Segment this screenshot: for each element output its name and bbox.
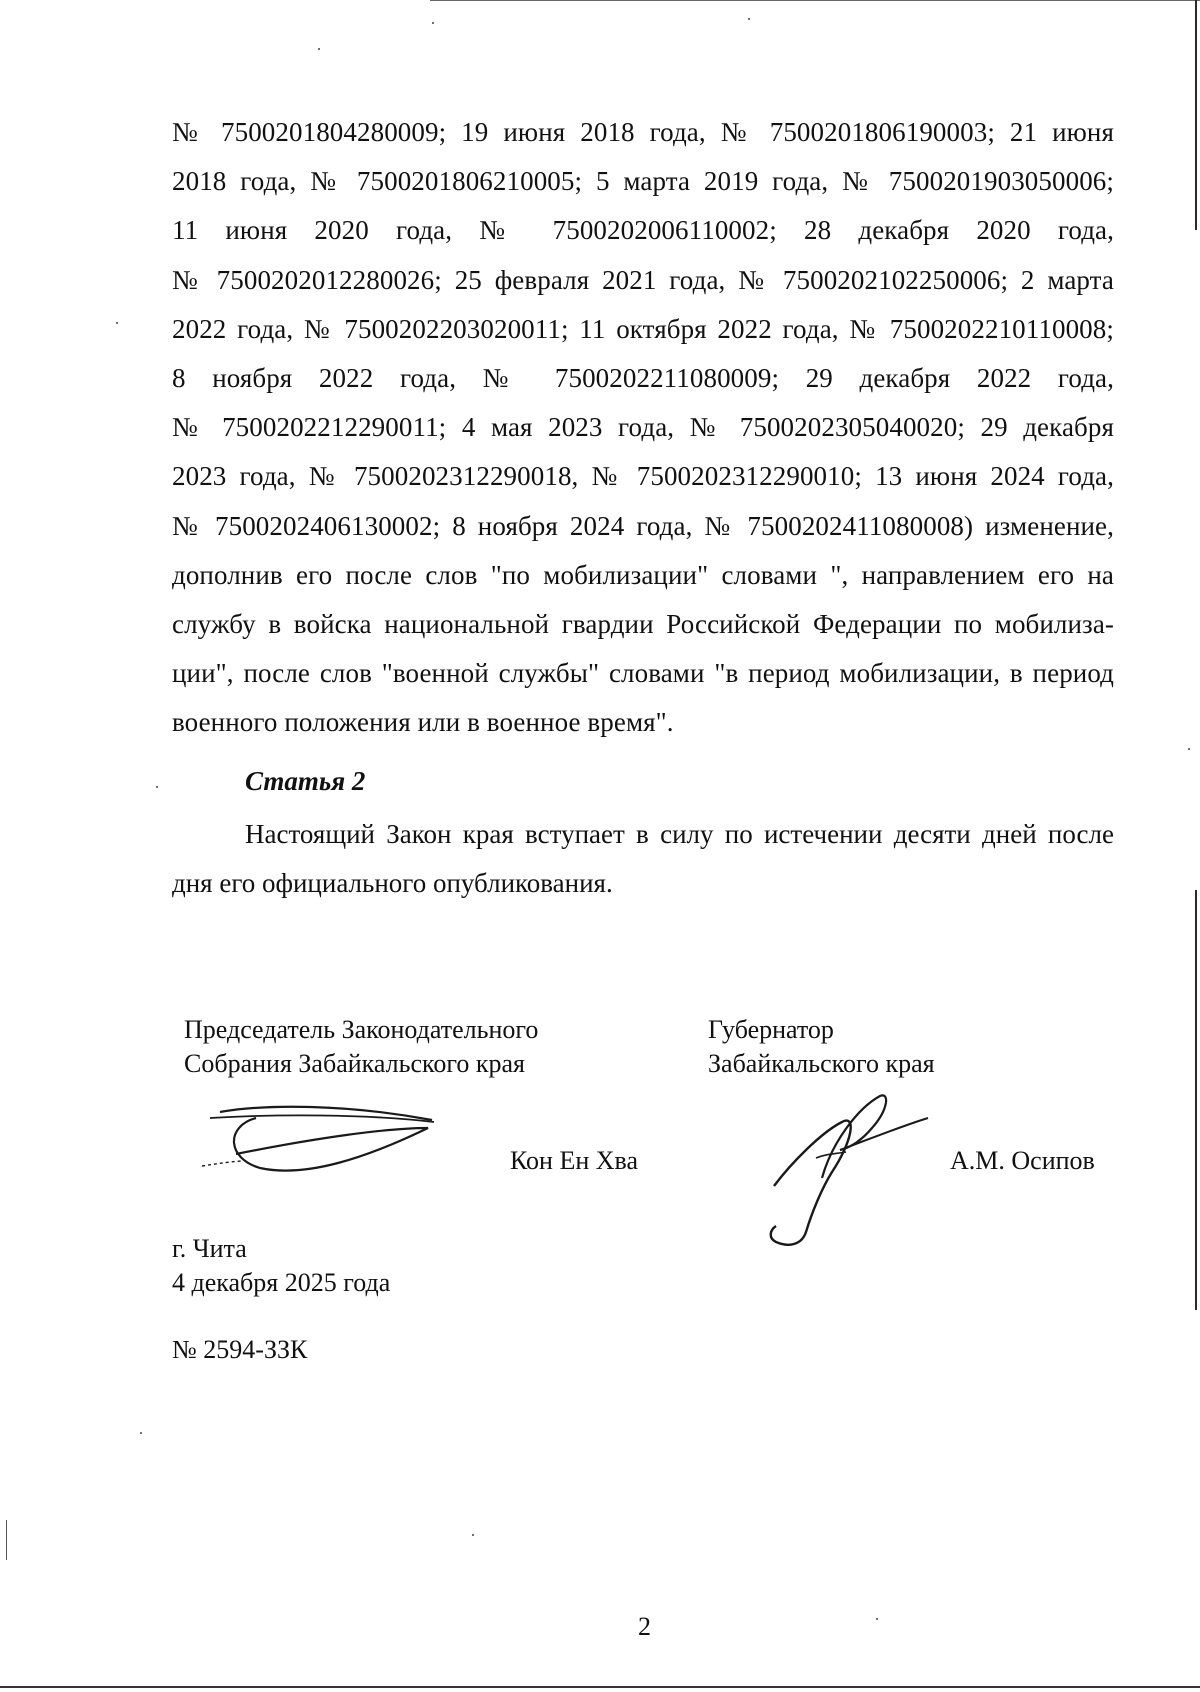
paragraph-line: 11 июня 2020 года, № 7500202006110002; 28 декабря 2020 года, (172, 215, 1114, 246)
continuation-paragraph (172, 108, 1114, 748)
place: г. Чита (172, 1234, 247, 1263)
chairman-name: Кон Ен Хва (510, 1146, 639, 1175)
place-date-block (172, 1232, 390, 1300)
date: 4 декабря 2025 года (172, 1268, 391, 1297)
scan-speck (318, 48, 320, 50)
scan-edge-right-lower (1195, 890, 1197, 1310)
article-title: Статья 2 (245, 766, 366, 796)
scan-speck (1188, 748, 1190, 750)
scan-speck (156, 786, 158, 788)
scan-edge-top (430, 0, 1200, 1)
paragraph-line: № 7500202012280026; 25 февраля 2021 года, № 7500202102250006; 2 марта (172, 264, 1114, 295)
paragraph-line: дополнив его после слов "по мобилизации" словами ", направлением его на (172, 559, 1114, 590)
chairman-title-line2: Собрания Забайкальского края (184, 1049, 525, 1078)
document-number: № 2594-ЗЗК (172, 1335, 308, 1364)
page-number: 2 (638, 1612, 651, 1641)
paragraph-line: военного положения или в военное время". (172, 707, 674, 738)
paragraph-line: 8 ноября 2022 года, № 7500202211080009; 29 декабря 2022 года, (172, 363, 1114, 394)
scan-speck (472, 1534, 474, 1536)
scan-speck (116, 322, 118, 324)
governor-title-line1: Губернатор (708, 1015, 834, 1044)
chairman-title-line1: Председатель Законодательного (184, 1015, 539, 1044)
scan-speck (748, 18, 750, 20)
scan-edge-left (6, 1520, 7, 1560)
chairman-signature (196, 1098, 442, 1176)
paragraph-line: № 7500202406130002; 8 ноября 2024 года, № 7500202411080008) изменение, (172, 510, 1114, 541)
paragraph-line: № 7500202212290011; 4 мая 2023 года, № 7500202305040020; 29 декабря (172, 412, 1114, 443)
paragraph-line: № 7500201804280009; 19 июня 2018 года, № 7500201806190003; 21 июня (172, 117, 1114, 147)
article-paragraph: Настоящий Закон края вступает в силу по истечении десяти дней после дня его официального опубликования. (172, 819, 1114, 899)
scan-speck (140, 1432, 142, 1434)
scan-edge-right-upper (1195, 0, 1197, 230)
paragraph-line: 2022 года, № 7500202203020011; 11 октября 2022 года, № 7500202210110008; (172, 313, 1114, 344)
governor-name: А.М. Осипов (950, 1146, 1095, 1175)
scan-speck (432, 22, 434, 24)
scan-edge-bottom (0, 1686, 1200, 1688)
chairman-title (184, 1013, 538, 1081)
governor-title-line2: Забайкальского края (708, 1049, 935, 1078)
governor-signature (762, 1092, 934, 1248)
paragraph-line: 2023 года, № 7500202312290018, № 7500202312290010; 13 июня 2024 года, (172, 461, 1114, 492)
article-text (172, 810, 1114, 908)
paragraph-line: ции", после слов "военной службы" словами "в период мобилизации, в период (172, 658, 1114, 689)
paragraph-line: службу в войска национальной гвардии Российской Федерации по мобилиза- (172, 609, 1114, 640)
scan-speck (876, 1618, 878, 1620)
paragraph-line: 2018 года, № 7500201806210005; 5 марта 2019 года, № 7500201903050006; (172, 166, 1114, 197)
governor-title (708, 1013, 935, 1081)
